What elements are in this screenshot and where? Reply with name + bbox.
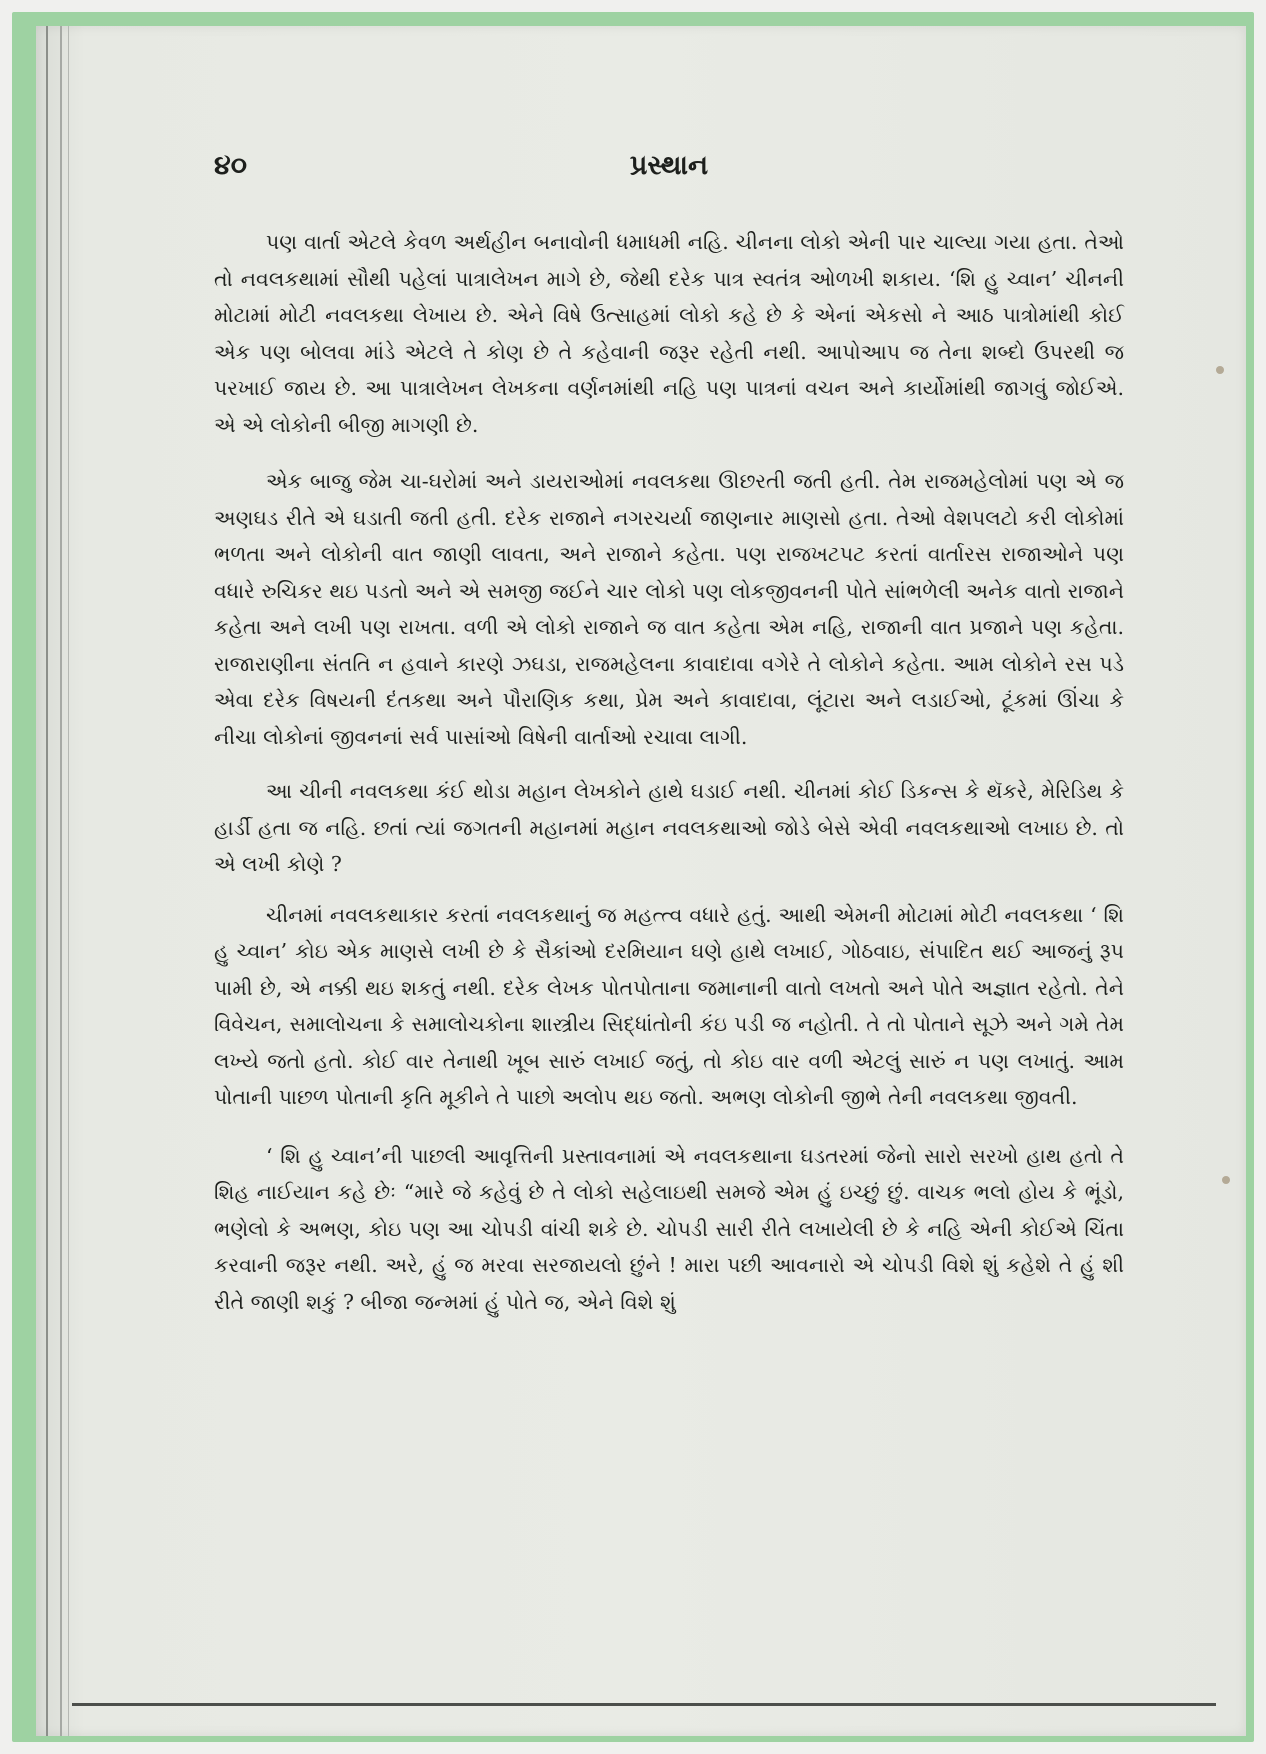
page-bottom-edge bbox=[72, 1703, 1216, 1706]
running-title: પ્રસ્થાન bbox=[629, 150, 709, 181]
page-header bbox=[214, 150, 1124, 190]
paragraph: ચીનમાં નવલકથાકાર કરતાં નવલકથાનું જ મહત્ત્વ વધારે હતું. આથી એમની મોટામાં મોટી નવલકથા ‘ શિ હુ ચ્વાન’ કોઇ એક માણસે લખી છે કે સૈકાંઓ દરમિયાન ઘણે હાથે લખાઈ, ગોઠવાઇ, સંપાદિત થઈ આજનું રૂપ પામી છે, એ નક્કી થઇ શકતું નથી. દરેક લેખક પોતપોતાના જમાનાની વાતો લખતો અને પોતે અજ્ઞાત રહેતો. તેને વિવેચન, સમાલોચના કે સમાલોચકોના શાસ્ત્રીય સિદ્ધાંતોની કંઇ પડી જ નહોતી. તે તો પોતાને સૂઝે અને ગમે તેમ લખ્યે જતો હતો. કોઈ વાર તેનાથી ખૂબ સારું લખાઈ જતું, તો કોઇ વાર વળી એટલું સારું ન પણ લખાતું. આમ પોતાની પાછળ પોતાની કૃતિ મૂકીને તે પાછો અલોપ થઇ જતો. અભણ લોકોની જીભે તેની નવલકથા જીવતી. bbox=[214, 902, 1124, 1109]
page-edge-line bbox=[60, 26, 62, 1736]
paragraph: ‘ શિ હુ ચ્વાન’ની પાછલી આવૃત્તિની પ્રસ્તાવનામાં એ નવલકથાના ઘડતરમાં જેનો સારો સરખો હાથ હતો તે શિહ નાઈયાન કહે છેઃ “મારે જે કહેવું છે તે લોકો સહેલાઇથી સમજે એમ હું ઇચ્છું છું. વાચક ભલો હોય કે ભૂંડો, ભણેલો કે અભણ, કોઇ પણ આ ચોપડી વાંચી શકે છે. ચોપડી સારી રીતે લખાયેલી છે કે નહિ એની કોઈએ ચિંતા કરવાની જરૂર નથી. અરે, હું જ મરવા સરજાયલો છુંને ! મારા પછી આવનારો એ ચોપડી વિશે શું કહેશે તે હું શી રીતે જાણી શકું ? બીજા જન્મમાં હું પોતે જ, એને વિશે શું bbox=[214, 1143, 1124, 1314]
page-number: ૪૦ bbox=[214, 150, 247, 181]
paper-speck bbox=[1222, 1176, 1230, 1184]
paragraph: આ ચીની નવલકથા કંઈ થોડા મહાન લેખકોને હાથે ઘડાઈ નથી. ચીનમાં કોઈ ડિકન્સ કે થૅકરે, મેરિડિથ કે હાર્ડી હતા જ નહિ. છતાં ત્યાં જગતની મહાનમાં મહાન નવલકથાઓ જોડે બેસે એવી નવલકથાઓ લખાઇ છે. તો એ લખી કોણે ? bbox=[214, 779, 1124, 876]
paragraph: પણ વાર્તા એટલે કેવળ અર્થહીન બનાવોની ધમાધમી નહિ. ચીનના લોકો એની પાર ચાલ્યા ગયા હતા. તેઓ તો નવલકથામાં સૌથી પહેલાં પાત્રાલેખન માગે છે, જેથી દરેક પાત્ર સ્વતંત્ર ઓળખી શકાય. ‘શિ હુ ચ્વાન’ ચીનની મોટામાં મોટી નવલકથા લેખાય છે. એને વિષે ઉત્સાહમાં લોકો કહે છે કે એનાં એકસો ને આઠ પાત્રોમાંથી કોઈ એક પણ બોલવા માંડે એટલે તે કોણ છે તે કહેવાની જરૂર રહેતી નથી. આપોઆપ જ તેના શબ્દો ઉપરથી જ પરખાઈ જાય છે. આ પાત્રાલેખન લેખકના વર્ણનમાંથી નહિ પણ પાત્રનાં વચન અને કાર્યોમાંથી જાગવું જોઈએ. એ એ લોકોની બીજી માગણી છે. bbox=[214, 230, 1124, 437]
page-edge-line bbox=[68, 26, 69, 1736]
paper-speck bbox=[1216, 366, 1224, 374]
page-edge-line bbox=[46, 26, 48, 1736]
page-body bbox=[214, 224, 1124, 1338]
paragraph: એક બાજુ જેમ ચા-ઘરોમાં અને ડાયરાઓમાં નવલકથા ઊછરતી જતી હતી. તેમ રાજમહેલોમાં પણ એ જ અણઘડ રીતે એ ઘડાતી જતી હતી. દરેક રાજાને નગરચર્યા જાણનાર માણસો હતા. તેઓ વેશપલટો કરી લોકોમાં ભળતા અને લોકોની વાત જાણી લાવતા, અને રાજાને કહેતા. પણ રાજખટપટ કરતાં વાર્તારસ રાજાઓને પણ વધારે રુચિકર થઇ પડતો અને એ સમજી જઈને ચાર લોકો પણ લોકજીવનની પોતે સાંભળેલી અનેક વાતો રાજાને કહેતા અને લખી પણ રાખતા. વળી એ લોકો રાજાને જ વાત કહેતા એમ નહિ, રાજાની વાત પ્રજાને પણ કહેતા. રાજારાણીના સંતતિ ન હવાને કારણે ઝઘડા, રાજમહેલના કાવાદાવા વગેરે તે લોકોને કહેતા. આમ લોકોને રસ પડે એવા દરેક વિષયની દંતકથા અને પૌરાણિક કથા, પ્રેમ અને કાવાદાવા, લૂંટારા અને લડાઈઓ, ટૂંકમાં ઊંચા કે નીચા લોકોનાં જીવનનાં સર્વ પાસાંઓ વિષેની વાર્તાઓ રચાવા લાગી. bbox=[214, 469, 1124, 749]
